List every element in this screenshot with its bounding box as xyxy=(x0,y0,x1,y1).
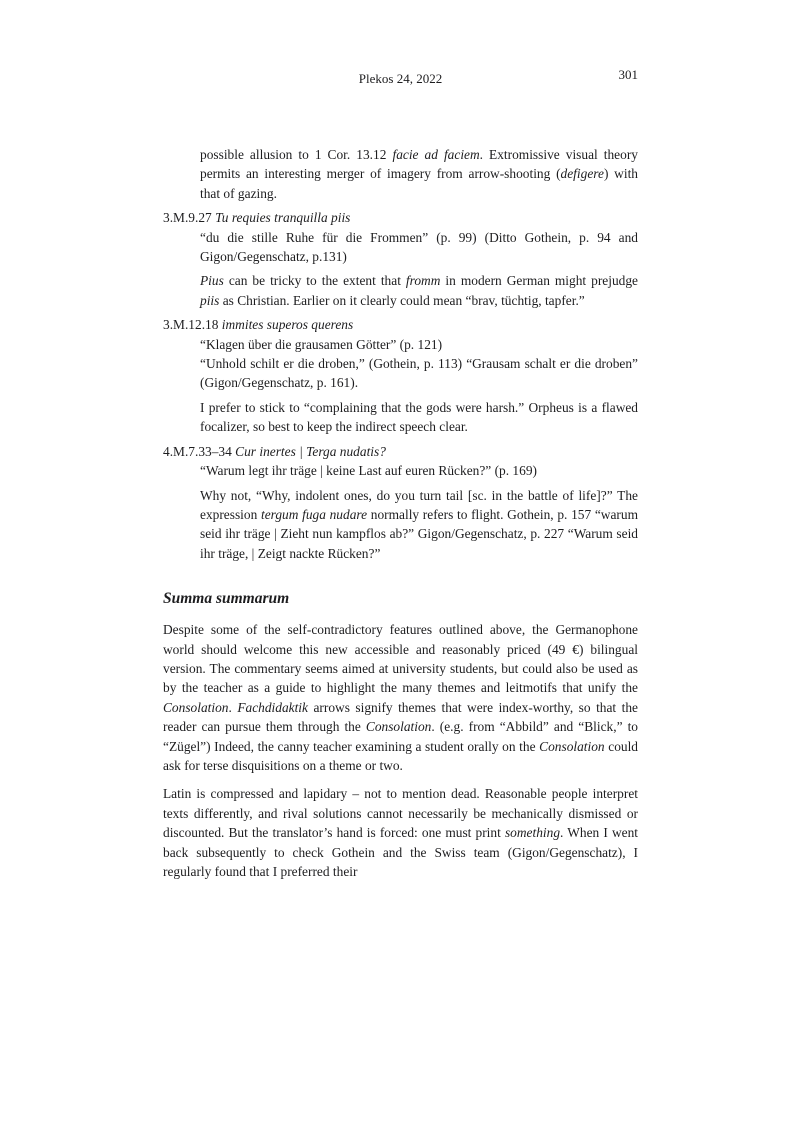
entry-label: 3.M.9.27 Tu requies tranquilla piis xyxy=(163,210,351,226)
entry-quotes xyxy=(200,228,638,267)
entry-3M1218 xyxy=(163,315,638,436)
paragraph: Latin is compressed and lapidary – not to mention dead. Reasonable people interpret texts differently, and rival solutions cannot necessarily be mechanically dismissed or discounted. But the translator’s hand is forced: one must print something. When I went back subsequently to check Gothein and the Swiss team (Gigon/Gegenschatz), I regularly found that I preferred their xyxy=(163,786,638,879)
quote-line: “Klagen über die grausamen Götter” (p. 121) xyxy=(200,336,443,352)
entry-quotes xyxy=(200,335,638,393)
entry-label: 3.M.12.18 immites superos querens xyxy=(163,317,354,333)
section-heading: Summa summarum xyxy=(163,590,290,608)
entry-comment: Why not, “Why, indolent ones, do you turn tail [sc. in the battle of life]?” The expression tergum fuga nudare normally refers to flight. Gothein, p. 157 “warum seid ihr träge | Zieht nun kampflos ab?” Gigon/Gegenschatz, p. 227 “Warum seid ihr träge, | Zeigt nackte Rücken?” xyxy=(200,487,638,561)
text-column xyxy=(163,145,638,890)
page-header xyxy=(163,67,638,93)
page-number: 301 xyxy=(618,67,638,82)
entry-comment: I prefer to stick to “complaining that the gods were harsh.” Orpheus is a flawed focalizer, so best to keep the indirect speech clear. xyxy=(200,399,638,435)
entry-3M927 xyxy=(163,208,638,310)
quote-line: “du die stille Ruhe für die Frommen” (p. 99) (Ditto Gothein, p. 94 and Gigon/Gegenschatz, p.131) xyxy=(200,229,638,265)
paragraph-continuation: possible allusion to 1 Cor. 13.12 facie ad faciem. Extromissive visual theory permits an interesting merger of imagery from arrow-shooting (defigere) with that of gazing. xyxy=(200,147,638,201)
entry-comment: Pius can be tricky to the extent that fromm in modern German might prejudge piis as Christian. Earlier on it clearly could mean “brav, tüchtig, tapfer.” xyxy=(200,273,638,308)
quote-line: “Unhold schilt er die droben,” (Gothein, p. 113) “Grausam schalt er die droben” (Gigon/Gegenschatz, p. 161). xyxy=(200,356,638,391)
entry-4M733-34 xyxy=(163,442,638,563)
journal-running-head: Plekos 24, 2022 xyxy=(358,71,443,86)
quote-line: “Warum legt ihr träge | keine Last auf euren Rücken?” (p. 169) xyxy=(200,463,537,479)
paragraph: Despite some of the self-contradictory features outlined above, the Germanophone world should welcome this new accessible and reasonably priced (49 €) bilingual version. The commentary seems aimed at university students, but could also be used as by the teacher as a guide to highlight the many themes and leitmotifs that unify the Consolation. Fachdidaktik arrows signify themes that were index-worthy, so that the reader can pursue them through the Consolation. (e.g. from “Abbild” and “Blick,” to “Zügel”) Indeed, the canny teacher examining a student orally on the Consolation could ask for terse disquisitions on a theme or two. xyxy=(163,622,638,773)
entry-label: 4.M.7.33–34 Cur inertes | Terga nudatis? xyxy=(163,443,386,459)
entry-quotes xyxy=(200,461,638,480)
